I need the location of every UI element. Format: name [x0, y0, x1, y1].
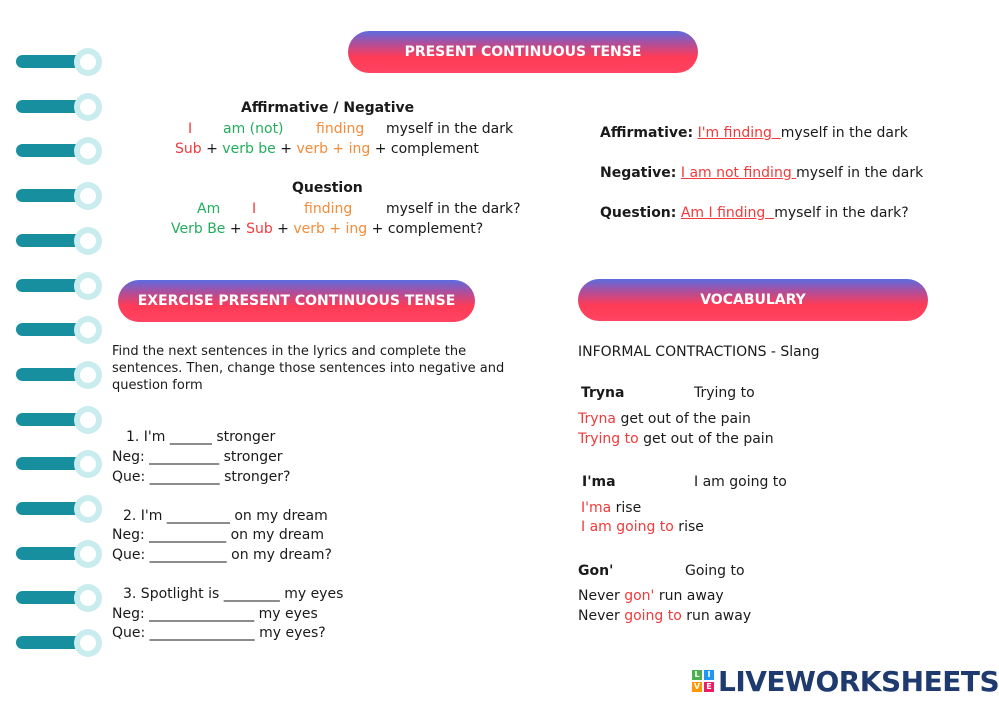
vocab-term-ima: I'ma: [582, 474, 616, 490]
spiral-ring: [14, 450, 94, 478]
exercise-title-banner: [118, 280, 475, 322]
exercise-line[interactable]: Neg: ___________ on my dream: [112, 527, 325, 543]
vocab-meaning-tryna: Trying to: [694, 385, 755, 401]
exercise-line[interactable]: 3. Spotlight is ________ my eyes: [123, 586, 344, 602]
exercise-line[interactable]: Que: _______________ my eyes?: [112, 625, 326, 641]
vocab-term-tryna: Tryna: [581, 385, 625, 401]
vocab-example: Trying to get out of the pain: [578, 431, 774, 447]
exercise-title: EXERCISE PRESENT CONTINUOUS TENSE: [137, 293, 456, 309]
spiral-ring: [14, 406, 94, 434]
q-word-complement: myself in the dark?: [386, 201, 521, 217]
example-question: Question: Am I finding myself in the dark?: [600, 205, 909, 221]
vocabulary-title-banner: [578, 279, 928, 321]
spiral-ring: [14, 361, 94, 389]
liveworksheets-logo[interactable]: [692, 666, 999, 696]
exercise-line[interactable]: Neg: _______________ my eyes: [112, 606, 318, 622]
exercise-line[interactable]: 2. I'm _________ on my dream: [123, 508, 328, 524]
spiral-ring: [14, 227, 94, 255]
vocab-example: Never gon' run away: [578, 588, 724, 604]
example-affirmative: Affirmative: I'm finding myself in the dark: [600, 125, 908, 141]
logo-text: LIVEWORKSHEETS: [718, 664, 999, 698]
question-formula: Verb Be + Sub + verb + ing + complement?: [171, 221, 484, 237]
vocab-example: I'ma rise: [581, 500, 642, 516]
main-title: PRESENT CONTINUOUS TENSE: [404, 44, 642, 60]
affirmative-negative-heading: Affirmative / Negative: [241, 100, 415, 116]
vocab-meaning-ima: I am going to: [694, 474, 787, 490]
exercise-instructions: Find the next sentences in the lyrics and complete the sentences. Then, change those sentences into negative and question form: [112, 344, 505, 393]
exercise-line[interactable]: 1. I'm ______ stronger: [126, 429, 276, 445]
vocabulary-title: VOCABULARY: [700, 292, 806, 308]
spiral-ring: [14, 316, 94, 344]
aff-word-subject: I: [188, 121, 193, 137]
vocab-intro: INFORMAL CONTRACTIONS - Slang: [578, 344, 820, 360]
aff-word-verb: finding: [316, 121, 365, 137]
spiral-ring: [14, 93, 94, 121]
exercise-line[interactable]: Que: __________ stronger?: [112, 469, 291, 485]
spiral-ring: [14, 629, 94, 657]
spiral-ring: [14, 584, 94, 612]
spiral-ring: [14, 540, 94, 568]
spiral-ring: [14, 48, 94, 76]
q-word-verb: finding: [304, 201, 353, 217]
logo-cube-icon: L I V E: [692, 670, 714, 692]
answer-question: Am I finding: [680, 205, 775, 221]
example-negative: Negative: I am not finding myself in the dark: [600, 165, 924, 181]
main-title-banner: [348, 31, 698, 73]
vocab-term-gon: Gon': [578, 563, 614, 579]
spiral-ring: [14, 182, 94, 210]
answer-negative: I am not finding: [680, 165, 797, 181]
spiral-ring: [14, 137, 94, 165]
answer-affirmative: I'm finding: [697, 125, 781, 141]
spiral-ring: [14, 495, 94, 523]
aff-word-be: am (not): [223, 121, 284, 137]
exercise-line[interactable]: Neg: __________ stronger: [112, 449, 283, 465]
vocab-example: I am going to rise: [581, 519, 704, 535]
q-word-be: Am: [197, 201, 221, 217]
aff-word-complement: myself in the dark: [386, 121, 514, 137]
exercise-line[interactable]: Que: ___________ on my dream?: [112, 547, 332, 563]
spiral-ring: [14, 272, 94, 300]
affirmative-formula: Sub + verb be + verb + ing + complement: [175, 141, 479, 157]
vocab-meaning-gon: Going to: [685, 563, 745, 579]
question-heading: Question: [292, 180, 363, 196]
q-word-subject: I: [252, 201, 257, 217]
vocab-example: Never going to run away: [578, 608, 752, 624]
vocab-example: Tryna get out of the pain: [578, 411, 751, 427]
